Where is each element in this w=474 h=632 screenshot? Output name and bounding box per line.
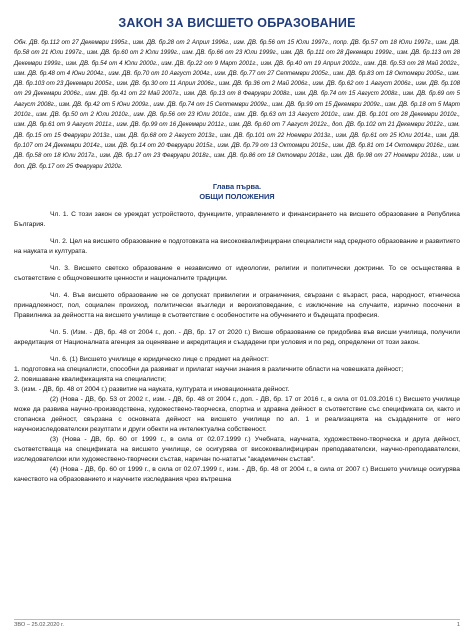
article-6-item-2: 2. повишаване квалификацията на специалисти; (14, 375, 167, 383)
article-6-paragraph-4: (4) (Нова - ДВ, бр. 60 от 1999 г., в сила от 02.07.1999 г., изм. - ДВ, бр. 48 от 2004 г., в сила от 2007 г.) Висшето училище осигурява качеството на образованието и научните изследвания чрез вътрешна (14, 465, 460, 483)
chapter-title: ОБЩИ ПОЛОЖЕНИЯ (199, 191, 275, 201)
article-6-paragraph-2: (2) (Нова - ДВ, бр. 53 от 2002 г., изм. - ДВ, бр. 48 от 2004 г., доп. - ДВ, бр. 17 от 2016 г., в сила от 01.03.2016 г.) Висшето училище може да развива научно-производствена, художествено-творческа, спортна и здравна дейност в съответствие със спецификата си, както и стопанска дейност, свързана с основната дейност на висшето училище по ал. 1 и реализацията на създадените от него научноизследователски резултати и други обекти на интелектуална собственост. (14, 395, 460, 433)
document-title: ЗАКОН ЗА ВИСШЕТО ОБРАЗОВАНИЕ (118, 16, 356, 30)
page-footer (14, 619, 460, 628)
article-6-paragraph-1: Чл. 6. (1) Висшето училище е юридическо лице с предмет на дейност: (50, 355, 269, 363)
article-6-paragraph-3: (3) (Нова - ДВ, бр. 60 от 1999 г., в сила от 02.07.1999 г.) Учебната, научната, художествено-творческа и друга дейност, съответстваща на спецификата на висшето училище, се осигурява от висококвалифициран преподавателски, научно-преподавателски, изследователски или художествено-творчески състав, наричан по-нататък "академичен състав". (14, 435, 460, 463)
article-1: Чл. 1. С този закон се уреждат устройството, функциите, управлението и финансирането на висшето образование в Република България. (14, 210, 460, 228)
chapter-heading: Глава първа. (212, 181, 262, 191)
article-4: Чл. 4. Във висшето образование не се допускат привилегии и ограничения, свързани с възраст, раса, народност, етническа принадлежност, пол, социален произход, политически възгледи и вероизповедание, с изключение на случаите, изрично посочени в Правилника за дейността на висшето училище в съответствие с особеностите на обучението и бъдещата професия. (14, 291, 460, 319)
article-2: Чл. 2. Цел на висшето образование е подготовката на висококвалифицирани специалисти над средното образование и развитието на науката и културата. (14, 237, 460, 255)
article-6-item-1: 1. подготовка на специалисти, способни да развиват и прилагат научни знания в различните области на човешката дейност; (14, 365, 404, 373)
article-5: Чл. 5. (Изм. - ДВ, бр. 48 от 2004 г., доп. - ДВ, бр. 17 от 2020 г.) Висше образование се придобива във висши училища, получили акредитация от Националната агенция за оценяване и акредитация и създадени при условия и по ред, определени от този закон. (14, 328, 460, 346)
page-number: 1 (456, 622, 460, 628)
article-6-item-3: 3. (изм. - ДВ, бр. 48 от 2004 г.) развитие на науката, културата и иновационната дейност. (14, 385, 290, 393)
footer-document-label: ЗВО – 25.02.2020 г. (14, 622, 64, 628)
article-3: Чл. 3. Висшето светско образование е независимо от идеологии, религии и политически доктрини. То се осъществява в съответствие с общочовешките ценности и националните традиции. (14, 264, 460, 282)
article-6 (14, 355, 460, 485)
amendment-history: Обн. ДВ. бр.112 от 27 Декември 1995г., изм. ДВ. бр.28 от 2 Април 1996г., изм. ДВ. бр.56 от 15 Юли 1997г., попр. ДВ. бр.57 от 18 Юли 1997г., изм. ДВ. бр.58 от 21 Юли 1997г., изм. ДВ. бр.60 от 2 Юли 1999г., изм. ДВ. бр.66 от 23 Юли 1999г., изм. ДВ. бр.111 от 28 Декември 1999г., изм. ДВ. бр.113 от 28 Декември 1999г., изм. ДВ. бр.54 от 4 Юли 2000г., изм. ДВ. бр.22 от 9 Март 2001г., изм. ДВ. бр.40 от 19 Април 2002г., изм. ДВ. бр.53 от 28 Май 2002г., изм. ДВ. бр.48 от 4 Юни 2004г., изм. ДВ. бр.70 от 10 Август 2004г., изм. ДВ. бр.77 от 27 Септември 2005г., изм. ДВ. бр.83 от 18 Октомври 2005г., изм. ДВ. бр.103 от 23 Декември 2005г., изм. ДВ. бр.30 от 11 Април 2006г., изм. ДВ. бр.36 от 2 Май 2006г., изм. ДВ. бр.62 от 1 Август 2006г., изм. ДВ. бр.108 от 29 Декември 2006г., изм. ДВ. бр.41 от 22 Май 2007г., изм. ДВ. бр.13 от 8 Февруари 2008г., изм. ДВ. бр.74 от 15 Август 2008г., изм. ДВ. бр.69 от 5 Август 2008г., изм. ДВ. бр.42 от 5 Юни 2009г., изм. ДВ. бр.74 от 15 Септември 2009г., изм. ДВ. бр.99 от 15 Декември 2009г., изм. ДВ. бр.18 от 5 Март 2010г., изм. ДВ. бр.50 от 2 Юли 2010г., изм. ДВ. бр.56 от 23 Юли 2010г., изм. ДВ. бр.63 от 13 Август 2010г., изм. ДВ. бр.101 от 28 Декември 2010г., изм. ДВ. бр.61 от 9 Август 2011г., изм. ДВ. бр.99 от 16 Декември 2011г., изм. ДВ. бр.60 от 7 Август 2012г., доп. ДВ. бр.102 от 21 Декември 2012г., изм. ДВ. бр.15 от 15 Февруари 2013г., изм. ДВ. бр.68 от 2 Август 2013г., изм. ДВ. бр.101 от 22 Ноември 2013г., изм. ДВ. бр.61 от 25 Юли 2014г., изм. ДВ. бр.107 от 24 Декември 2014г., изм. ДВ. бр.14 от 20 Февруари 2015г., изм. ДВ. бр.79 от 13 Октомври 2015г., изм. ДВ. бр.81 от 14 Октомври 2016г., изм. ДВ. бр.58 от 18 Юли 2017г., изм. ДВ. бр.17 от 23 Февруари 2018г., изм. ДВ. бр.86 от 18 Октомври 2018г., изм. ДВ. бр.98 от 27 Ноември 2018г., изм. и доп. ДВ. бр.17 от 25 Февруари 2020г. (14, 39, 460, 170)
